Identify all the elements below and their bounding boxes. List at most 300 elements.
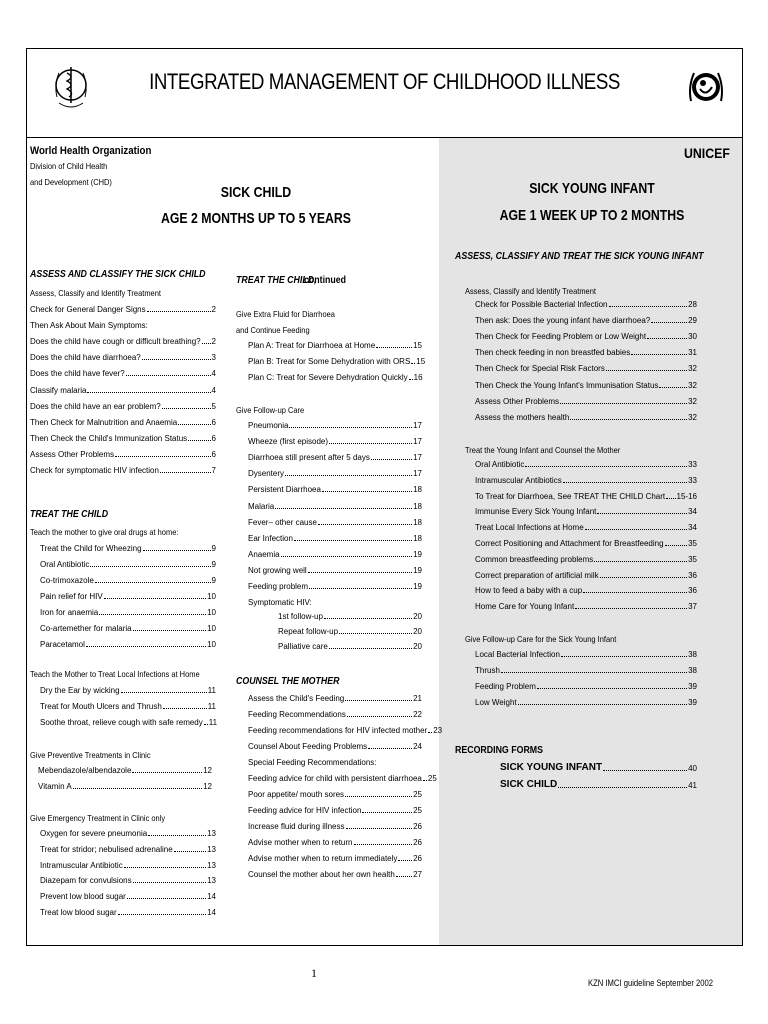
counsel-mother-heading: COUNSEL THE MOTHER [236,676,340,687]
young-infant-treat-page: 35 [688,539,697,548]
followup-label: Anaemia [248,549,280,559]
sick-child-assess-entry [30,402,216,411]
young-infant-assess-label: Then ask: Does the young infant have diarrhoea? [475,316,651,326]
young-infant-treat-entry [475,602,697,611]
followup-page: 17 [413,437,422,447]
dot-leader [309,588,412,589]
counsel-label: Counsel the mother about her own health [248,870,395,879]
dot-leader [570,419,687,420]
oral-drugs-page: 10 [207,640,216,649]
emergency-entry [40,892,216,901]
dot-leader [647,338,687,339]
dot-leader [143,550,211,551]
dot-leader [142,359,211,360]
dot-leader [104,598,206,599]
counsel-label: Advise mother when to return [248,838,353,847]
dot-leader [347,716,412,717]
dot-leader [665,545,688,546]
sick-infant-title: SICK YOUNG INFANT [529,180,655,197]
local-infections-entry [40,702,216,711]
recording-form-page: 41 [688,781,697,790]
young-infant-followup-entry [475,666,697,675]
header [27,49,742,138]
sick-child-assess-label: Check for symptomatic HIV infection [30,466,159,475]
young-infant-treat-entry [475,492,697,501]
young-infant-followup-label: Local Bacterial Infection [475,650,560,659]
dot-leader [423,780,427,781]
young-infant-followup-page: 39 [688,682,697,691]
young-infant-treat-page: 36 [688,570,697,580]
fluid-plan-label: Plan C: Treat for Severe Dehydration Quickly [248,373,408,382]
followup-entry [248,518,422,527]
dot-leader [163,708,207,709]
sick-child-assess-page: 6 [211,433,216,443]
dot-leader [603,770,687,771]
emergency-label: Oxygen for severe pneumonia [40,829,148,838]
preventive-label: Mebendazole/albendazole [38,766,132,775]
who-division: Division of Child Health [30,161,108,171]
young-infant-heading: ASSESS, CLASSIFY AND TREAT THE SICK YOUNG INFANT [455,251,704,262]
oral-drugs-label: Pain relief for HIV [40,592,103,601]
emergency-entry [40,829,216,838]
sick-child-assess-label: Check for General Danger Signs [30,305,146,314]
young-infant-treat-page: 33 [688,460,697,469]
young-infant-assess-page: 30 [688,332,697,342]
recording-form-page: 40 [688,764,697,773]
young-infant-treat-label: Intramuscular Antibiotics [475,475,562,485]
dot-leader [396,876,412,877]
followup-label: Wheeze (first episode) [248,437,329,447]
dot-leader [99,614,206,615]
who-org-name: World Health Organization [30,145,152,157]
emergency-subheading: Give Emergency Treatment in Clinic only [30,813,166,823]
dot-leader [354,844,413,845]
young-infant-followup-page: 38 [688,666,697,675]
dot-leader [339,633,412,634]
unicef-label: UNICEF [684,145,730,161]
treat-child-continued-heading: TREAT THE CHILD, [236,275,317,286]
young-infant-assess-label: Check for Possible Bacterial Infection [475,300,608,309]
dot-leader [133,630,207,631]
counsel-entry [248,742,422,751]
local-infections-subheading: Teach the Mother to Treat Local Infections at Home [30,669,200,679]
dot-leader [583,592,687,593]
young-infant-followup-entry [475,682,697,691]
dot-leader [118,914,206,915]
young-infant-assess-subheading: Assess, Classify and Identify Treatment [465,286,596,296]
hiv-followup-entry [278,612,422,621]
dot-leader [597,513,687,514]
counsel-page: 21 [413,694,422,703]
oral-drugs-label: Iron for anaemia [40,608,99,617]
young-infant-assess-page: 28 [688,300,697,309]
oral-drugs-entry [40,624,216,633]
followup-entry [248,485,422,494]
emergency-label: Prevent low blood sugar [40,892,126,902]
young-infant-treat-label: To Treat for Diarrhoea, See TREAT THE CHILD Chart [475,491,666,501]
counsel-label: Increase fluid during illness [248,822,345,831]
dot-leader [148,835,206,836]
young-infant-treat-label: Home Care for Young Infant [475,602,575,612]
fluid-plan-entry [248,373,422,382]
oral-drugs-entry [40,544,216,553]
fluid-plan-label: Plan A: Treat for Diarrhoea at Home [248,341,376,350]
dot-leader [174,851,206,852]
counsel-page: 26 [413,854,422,863]
dot-leader [289,427,412,428]
young-infant-treat-label: Oral Antibiotic [475,460,525,469]
dot-leader [132,772,202,773]
young-infant-treat-page: 15-16 [676,491,697,501]
counsel-page: 23 [433,726,443,735]
young-infant-followup-page: 38 [688,650,697,659]
treat-child-heading: TREAT THE CHILD [30,509,109,520]
sick-child-assess-entry [30,321,216,330]
counsel-page: 27 [413,870,422,879]
dot-leader [345,700,412,701]
young-infant-assess-page: 32 [688,412,697,422]
counsel-page: 22 [413,710,422,719]
dot-leader [178,424,210,425]
young-infant-treat-label: Correct Positioning and Attachment for Breastfeeding [475,539,664,548]
dot-leader [537,688,687,689]
followup-page: 18 [413,501,422,511]
young-infant-followup-label: Thrush [475,666,500,675]
counsel-entry [248,694,422,703]
counsel-entry [248,790,422,799]
followup-label: Diarrhoea still present after 5 days [248,453,370,463]
dot-leader [294,540,412,541]
young-infant-treat-entry [475,507,697,516]
dot-leader [87,392,210,393]
followup-label: Malaria [248,501,275,511]
fluid-plan-page: 15 [416,357,426,366]
young-infant-treat-entry [475,586,697,595]
dot-leader [285,475,412,476]
emergency-page: 13 [207,876,216,886]
followup-page: 18 [413,517,422,527]
continue-feeding-subheading: and Continue Feeding [236,325,310,335]
dot-leader [409,379,413,380]
young-infant-treat-page: 34 [688,507,697,517]
fluid-plan-entry [248,357,426,366]
dot-leader [651,322,687,323]
preventive-entry [38,766,212,775]
followup-label: Symptomatic HIV: [248,598,312,608]
assess-classify-heading: ASSESS AND CLASSIFY THE SICK CHILD [30,269,206,280]
dot-leader [95,582,211,583]
followup-page: 17 [413,421,422,430]
sick-child-assess-label: Does the child have fever? [30,369,125,379]
followup-page: 19 [413,549,422,559]
sick-child-assess-label: Does the child have an ear problem? [30,401,161,411]
young-infant-treat-page: 33 [688,475,697,485]
counsel-label: Special Feeding Recommendations: [248,758,377,767]
oral-drugs-entry [40,640,216,649]
sick-child-assess-entry [30,466,216,475]
young-infant-assess-page: 29 [688,316,697,326]
emergency-label: Diazepam for convulsions [40,876,132,886]
young-infant-assess-page: 32 [688,380,697,390]
recording-form-entry [500,762,697,773]
oral-drugs-page: 10 [207,592,216,601]
young-infant-followup-label: Feeding Problem [475,682,536,691]
dot-leader [666,498,675,499]
young-infant-followup-page: 39 [688,698,697,707]
young-infant-assess-page: 31 [688,348,697,358]
dot-leader [329,648,412,649]
emergency-page: 14 [207,908,216,917]
young-infant-treat-entry [475,523,697,532]
followup-label: Feeding problem [248,582,309,591]
followup-entry [248,598,422,607]
dot-leader [160,472,211,473]
sick-child-assess-page: 6 [211,449,216,459]
assess-classify-subheading: Assess, Classify and Identify Treatment [30,288,161,298]
followup-entry [248,469,422,478]
sick-child-assess-page: 2 [211,337,216,347]
preventive-entry [38,782,212,791]
oral-drugs-subheading: Teach the mother to give oral drugs at home: [30,527,179,537]
dot-leader [204,724,208,725]
hiv-followup-page: 20 [413,612,422,621]
dot-leader [162,408,211,409]
counsel-label: Advise mother when to return immediately [248,854,398,863]
young-infant-assess-entry [475,332,697,341]
counsel-page: 25 [413,806,422,815]
dot-leader [133,882,206,883]
page-title: INTEGRATED MANAGEMENT OF CHILDHOOD ILLNESS [149,69,620,94]
oral-drugs-page: 10 [207,608,216,617]
followup-label: Ear Infection [248,533,293,543]
counsel-page: 25 [427,774,437,783]
counsel-page: 26 [413,838,422,847]
dot-leader [126,375,211,376]
dot-leader [127,898,206,899]
young-infant-assess-entry [475,397,697,406]
unicef-logo-icon [686,59,726,119]
preventive-page: 12 [203,782,212,791]
hiv-followup-entry [278,642,422,651]
counsel-entry [248,726,443,735]
sick-child-assess-page: 7 [211,466,216,475]
counsel-entry [248,822,422,831]
dot-leader [275,508,412,509]
sick-child-assess-entry [30,353,216,362]
recording-form-label: SICK YOUNG INFANT [500,762,603,773]
oral-drugs-page: 9 [211,560,216,569]
sick-child-assess-label: Then Check the Child's Immunization Status [30,433,188,443]
dot-leader [318,524,412,525]
dot-leader [518,704,687,705]
local-infections-page: 11 [208,718,218,727]
dot-leader [324,618,412,619]
young-infant-treat-page: 34 [688,523,697,533]
dot-leader [631,354,687,355]
fluid-plan-entry [248,341,422,350]
hiv-followup-label: 1st follow-up [278,612,323,621]
young-infant-treat-entry [475,539,697,548]
dot-leader [376,347,412,348]
recording-form-entry [500,779,697,790]
young-infant-treat-page: 37 [688,602,697,612]
emergency-label: Treat for stridor; nebulised adrenaline [40,844,173,854]
dot-leader [147,311,211,312]
oral-drugs-page: 10 [207,624,216,633]
young-infant-treat-entry [475,555,697,564]
young-infant-assess-label: Then Check for Special Risk Factors [475,364,605,374]
sick-child-assess-page: 4 [211,385,216,395]
hiv-followup-page: 20 [413,627,422,636]
emergency-page: 13 [207,829,216,838]
young-infant-treat-subheading: Treat the Young Infant and Counsel the Mother [465,445,621,455]
fluid-plan-page: 16 [413,373,423,382]
dot-leader [124,867,206,868]
fluid-plan-label: Plan B: Treat for Some Dehydration with ORS [248,357,411,366]
hiv-followup-entry [278,627,422,636]
counsel-label: Feeding recommendations for HIV infected mother [248,726,428,735]
local-infections-entry [40,686,216,695]
emergency-page: 13 [207,860,216,870]
young-infant-treat-entry [475,571,697,580]
young-infant-treat-label: Common breastfeeding problems [475,554,594,564]
young-infant-assess-entry [475,300,697,309]
sick-child-assess-label: Then Ask About Main Symptoms: [30,321,148,331]
dot-leader [121,692,207,693]
dot-leader [368,748,412,749]
dot-leader [501,672,687,673]
young-infant-followup-entry [475,650,697,659]
counsel-label: Feeding advice for HIV infection [248,806,362,815]
dot-leader [345,796,412,797]
young-infant-assess-page: 32 [688,396,697,406]
hiv-followup-page: 20 [413,642,422,651]
young-infant-treat-label: Immunise Every Sick Young Infant [475,507,597,517]
oral-drugs-label: Treat the Child for Wheezing [40,544,142,553]
emergency-label: Intramuscular Antibiotic [40,860,123,870]
preventive-page: 12 [203,766,212,775]
dot-leader [558,787,687,788]
followup-label: Fever– other cause [248,517,317,527]
followup-subheading: Give Follow-up Care [236,405,305,415]
dot-leader [398,860,412,861]
followup-label: Persistent Diarrhoea [248,485,321,495]
dot-leader [560,403,687,404]
followup-entry [248,421,422,430]
followup-entry [248,502,422,511]
dot-leader [561,656,687,657]
sick-child-assess-entry [30,418,216,427]
emergency-entry [40,861,216,870]
local-infections-label: Treat for Mouth Ulcers and Thrush [40,702,162,711]
emergency-entry [40,845,216,854]
dot-leader [428,732,432,733]
dot-leader [90,566,210,567]
sick-child-title: SICK CHILD [220,184,292,201]
dot-leader [362,812,412,813]
counsel-entry [248,758,422,767]
followup-entry [248,437,422,446]
dot-leader [188,440,210,441]
followup-label: Not growing well [248,565,307,575]
sick-child-assess-page: 4 [211,369,216,379]
followup-entry [248,582,422,591]
counsel-label: Poor appetite/ mouth sores [248,790,345,799]
recording-form-label: SICK CHILD [500,779,558,790]
sick-child-assess-entry [30,386,216,395]
counsel-entry [248,806,422,815]
sick-child-assess-label: Does the child have cough or difficult breathing? [30,337,201,347]
local-infections-label: Dry the Ear by wicking [40,686,120,695]
sick-child-assess-entry [30,434,216,443]
young-infant-treat-label: Treat Local Infections at Home [475,523,584,533]
sick-child-assess-entry [30,369,216,378]
sick-child-age: AGE 2 MONTHS UP TO 5 YEARS [160,210,352,227]
page-number: 1 [311,966,317,980]
followup-page: 18 [413,533,422,543]
preventive-label: Vitamin A [38,782,72,791]
counsel-label: Assess the Child's Feeding [248,694,345,703]
oral-drugs-page: 9 [211,576,216,585]
young-infant-followup-entry [475,698,697,707]
sick-child-assess-entry [30,305,216,314]
followup-page: 19 [413,582,422,591]
hiv-followup-label: Palliative care [278,642,328,651]
young-infant-treat-page: 35 [688,554,697,564]
followup-entry [248,550,422,559]
counsel-page: 24 [413,742,422,751]
young-infant-assess-entry [475,381,697,390]
counsel-entry [248,710,422,719]
sick-child-assess-entry [30,337,216,346]
sick-child-assess-label: Does the child have diarrhoea? [30,353,141,363]
preventive-subheading: Give Preventive Treatments in Clinic [30,750,151,760]
followup-page: 17 [413,469,422,479]
counsel-label: Feeding Recommendations [248,710,346,719]
counsel-label: Feeding advice for child with persistent diarrhoea [248,774,422,783]
local-infections-entry [40,718,216,727]
dot-leader [73,788,202,789]
dot-leader [115,456,211,457]
followup-entry [248,453,422,462]
oral-drugs-label: Paracetamol [40,640,85,649]
counsel-entry [248,870,422,879]
dot-leader [659,387,687,388]
sick-child-assess-label: Assess Other Problems [30,449,115,459]
hiv-followup-label: Repeat follow-up [278,627,339,636]
extra-fluid-subheading: Give Extra Fluid for Diarrhoea [236,309,335,319]
who-division-2: and Development (CHD) [30,177,112,187]
local-infections-page: 11 [207,686,216,695]
dot-leader [606,370,687,371]
counsel-entry [248,838,422,847]
oral-drugs-label: Co-trimoxazole [40,576,94,585]
dot-leader [202,343,211,344]
counsel-page: 26 [413,822,422,831]
dot-leader [329,443,412,444]
local-infections-label: Soothe throat, relieve cough with safe remedy [40,718,203,727]
young-infant-treat-label: How to feed a baby with a cup [475,586,583,596]
recording-forms-heading: RECORDING FORMS [455,745,543,756]
young-infant-assess-label: Assess the mothers health [475,412,570,422]
sick-infant-age: AGE 1 WEEK UP TO 2 MONTHS [499,207,685,224]
sick-child-assess-page: 2 [211,305,216,314]
followup-label: Pneumonia [248,421,289,430]
dot-leader [281,556,413,557]
sick-child-assess-page: 5 [211,401,216,411]
young-infant-assess-entry [475,413,697,422]
dot-leader [371,459,412,460]
